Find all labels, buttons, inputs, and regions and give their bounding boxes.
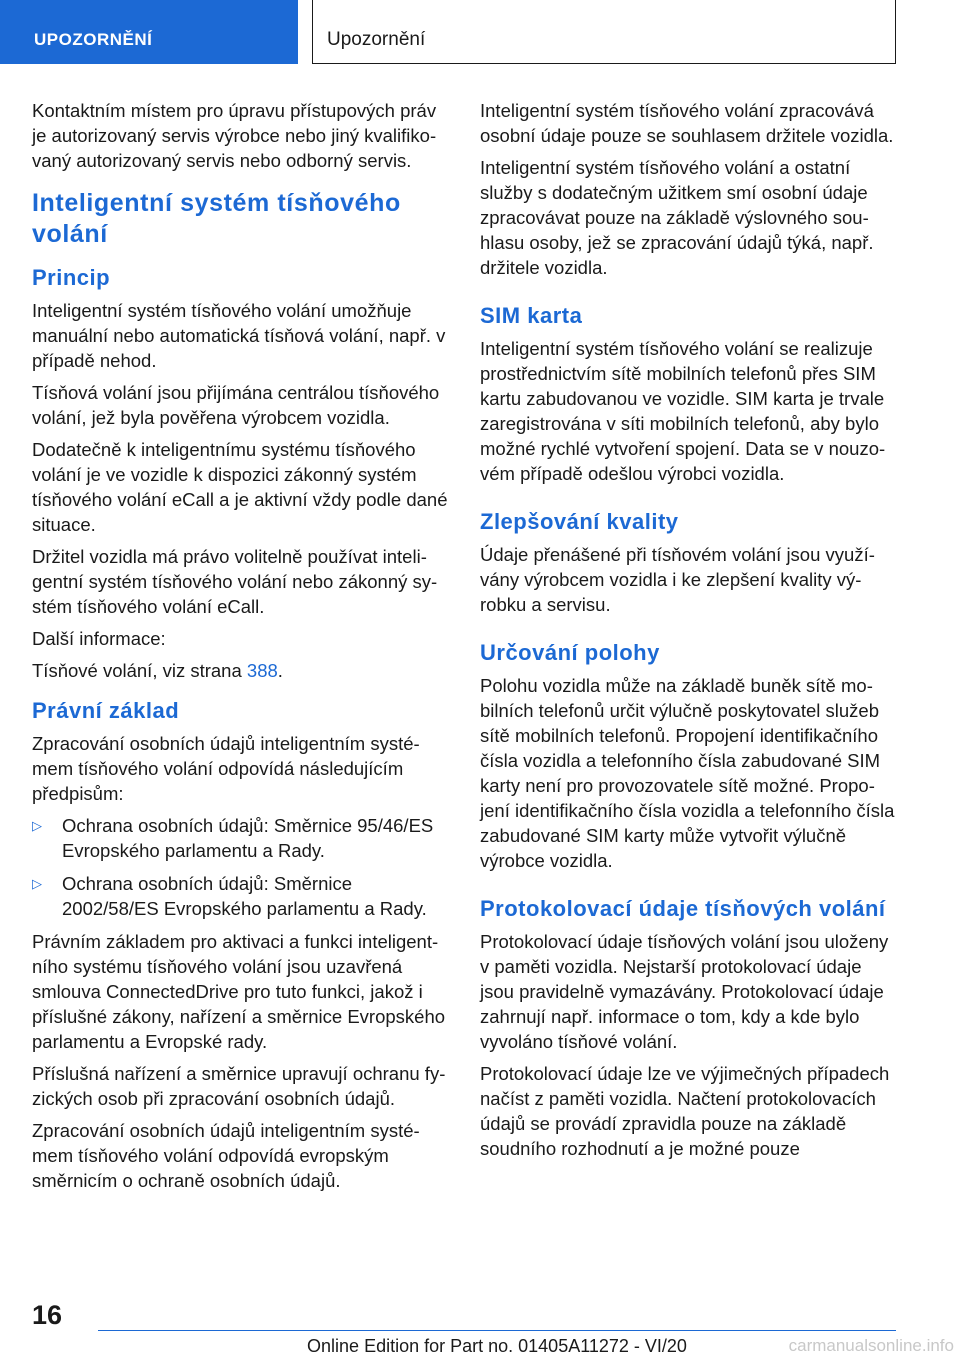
princip-paragraph-3: Dodatečně k inteligentnímu systému tísňového volání je ve vozidle k dispozici zákonný systém tísňového volání eCall a je aktivní vždy podle dané situace.	[32, 439, 448, 535]
sim-heading: SIM karta	[480, 303, 583, 328]
protokol-paragraph-1: Protokolovací údaje tísňových volání jsou uloženy v paměti vozidla. Nejstarší protokolovací údaje jsou pravidelně vymazávány. Protokolovací údaje zahrnují např. informace o tom, kdy a kde bylo vyvoláno tísňové volání.	[480, 931, 889, 1052]
right-column	[480, 98, 896, 1168]
triangle-bullet-icon: ▷	[32, 818, 42, 833]
list-item	[32, 871, 450, 921]
consent-paragraph-1: Inteligentní systém tísňového volání zpracovává osobní údaje pouze se souhlasem držitele vozidla.	[480, 100, 894, 146]
section-tab: UPOZORNĚNÍ	[0, 0, 298, 64]
princip-paragraph-4: Držitel vozidla má právo volitelně používat inteligentní systém tísňového volání nebo zákonný systém tísňového volání eCall.	[32, 546, 438, 617]
pravni-paragraph-4: Zpracování osobních údajů inteligentním systémem tísňového volání odpovídá evropským směrnicím o ochraně osobních údajů.	[32, 1120, 420, 1191]
kvalita-heading: Zlepšování kvality	[480, 509, 679, 534]
princip-heading: Princip	[32, 265, 111, 290]
page-reference-text: Tísňové volání, viz strana	[32, 660, 247, 681]
pravni-heading: Právní základ	[32, 698, 180, 723]
protokol-heading: Protokolovací údaje tísňových volání	[480, 896, 886, 921]
pravni-paragraph-3: Příslušná nařízení a směrnice upravují ochranu fyzických osob při zpracování osobních údajů.	[32, 1063, 446, 1109]
list-item	[32, 813, 450, 863]
edition-footer: Online Edition for Part no. 01405A11272 - VI/20	[307, 1336, 687, 1356]
regulation-list	[32, 813, 450, 921]
intro-paragraph: Kontaktním místem pro úpravu přístupových práv je autorizovaný servis výrobce nebo jiný kvalifikovaný autorizovaný servis nebo odborný servis.	[32, 100, 437, 171]
princip-paragraph-5: Další informace:	[32, 628, 166, 649]
princip-paragraph-2: Tísňová volání jsou přijímána centrálou tísňového volání, jež byla pověřena výrobcem vozidla.	[32, 382, 440, 428]
list-item-text: Ochrana osobních údajů: Směrnice 95/46/ES Evropského parlamentu a Rady.	[62, 815, 434, 861]
kvalita-paragraph: Údaje přenášené při tísňovém volání jsou využívány výrobcem vozidla i ke zlepšení kvality výrobku a servisu.	[480, 544, 875, 615]
footer-divider	[98, 1330, 896, 1331]
triangle-bullet-icon: ▷	[32, 876, 42, 891]
poloha-paragraph: Polohu vozidla může na základě buněk sítě mobilních telefonů určit výlučně poskytovatel služeb sítě mobilních telefonů. Propojení identifikačního čísla vozidla a telefonního čísla zabudované SIM karty není pro provozovatele sítě možné. Propojení identifikačního čísla vozidla a telefonního čísla zabudované SIM karty může vytvořit výlučně výrobce vozidla.	[480, 675, 895, 871]
consent-paragraph-2: Inteligentní systém tísňového volání a ostatní služby s dodatečným užitkem smí osobní údaje zpracovávat pouze na základě výslovného souhlasu osoby, jež se zpracování údajů týká, např. držitele vozidla.	[480, 157, 874, 278]
watermark: carmanualsonline.info	[788, 1336, 954, 1355]
poloha-heading: Určování polohy	[480, 640, 660, 665]
chapter-title: Upozornění	[312, 0, 896, 64]
page-reference-link[interactable]: 388	[246, 660, 278, 681]
left-column	[32, 98, 450, 1200]
page-reference-suffix: .	[277, 660, 283, 681]
sim-paragraph: Inteligentní systém tísňového volání se realizuje prostřednictvím sítě mobilních telefonů přes SIM kartu zabudovanou ve vozidle. SIM karta je trvale zaregistrována v síti mobilních telefonů, aby bylo možné rychlé vytvoření spojení. Data se v nouzovém případě odešlou výrobci vozidla.	[480, 338, 886, 484]
pravni-paragraph-2: Právním základem pro aktivaci a funkci inteligentního systému tísňového volání jsou uzavřená smlouva ConnectedDrive pro tuto funkci, jakož i příslušné zákony, nařízení a směrnice Evropského parlamentu a Evropské rady.	[32, 931, 446, 1052]
list-item-text: Ochrana osobních údajů: Směrnice 2002/58/ES Evropského parlamentu a Rady.	[62, 873, 427, 919]
section-heading: Inteligentní systém tísňového volání	[32, 189, 401, 248]
page-reference	[32, 658, 450, 683]
princip-paragraph-1: Inteligentní systém tísňového volání umožňuje manuální nebo automatická tísňová volání, např. v případě nehod.	[32, 300, 446, 371]
page-number: 16	[32, 1300, 63, 1330]
pravni-paragraph-1: Zpracování osobních údajů inteligentním systémem tísňového volání odpovídá následujícím předpisům:	[32, 733, 420, 804]
protokol-paragraph-2: Protokolovací údaje lze ve výjimečných případech načíst z paměti vozidla. Načtení protokolovacích údajů se provádí zpravidla pouze na základě soudního rozhodnutí a je možné pouze	[480, 1063, 890, 1159]
